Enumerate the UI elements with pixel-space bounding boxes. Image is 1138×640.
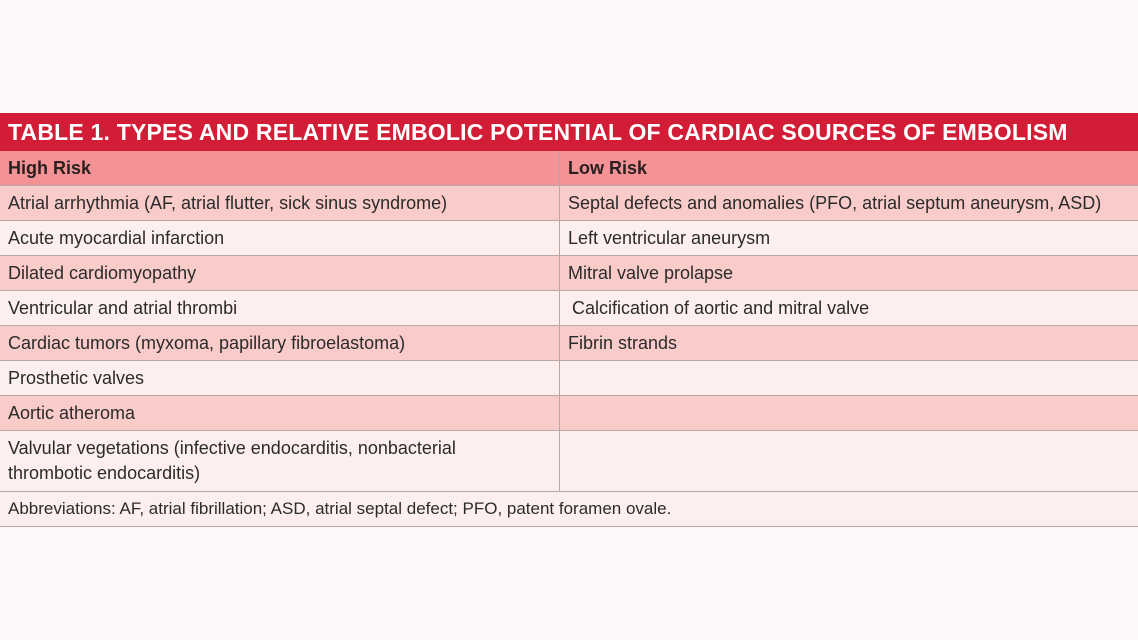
low-risk-cell: Septal defects and anomalies (PFO, atrial septum aneurysm, ASD): [568, 192, 1102, 213]
high-risk-cell: Prosthetic valves: [0, 361, 560, 395]
low-risk-cell: [560, 396, 1138, 430]
low-risk-cell: [560, 431, 1138, 491]
table-row: [0, 326, 1138, 361]
table-row: [0, 256, 1138, 291]
table-row: [0, 291, 1138, 326]
table-row: [0, 431, 1138, 492]
low-risk-cell: Mitral valve prolapse: [568, 262, 734, 283]
high-risk-cell: Aortic atheroma: [0, 396, 560, 430]
low-risk-cell: Fibrin strands: [568, 332, 678, 353]
high-risk-cell: Dilated cardiomyopathy: [0, 256, 560, 290]
table-row: [0, 186, 1138, 221]
low-risk-cell: [560, 361, 1138, 395]
low-risk-cell: Calcification of aortic and mitral valve: [572, 297, 870, 318]
high-risk-cell: Valvular vegetations (infective endocarditis, nonbacterial thrombotic endocarditis): [0, 431, 560, 491]
low-risk-cell: Left ventricular aneurysm: [568, 227, 771, 248]
high-risk-cell: Ventricular and atrial thrombi: [0, 291, 560, 325]
table-header-row: [0, 151, 1138, 186]
embolism-table: [0, 113, 1138, 527]
table-footnote: Abbreviations: AF, atrial fibrillation; ASD, atrial septal defect; PFO, patent foramen ovale.: [0, 492, 1138, 527]
table-row: [0, 396, 1138, 431]
high-risk-cell: Acute myocardial infarction: [0, 221, 560, 255]
table-row: [0, 361, 1138, 396]
table-title: TABLE 1. TYPES AND RELATIVE EMBOLIC POTENTIAL OF CARDIAC SOURCES OF EMBOLISM: [0, 113, 1138, 151]
high-risk-cell: Atrial arrhythmia (AF, atrial flutter, sick sinus syndrome): [0, 186, 560, 220]
header-low-risk: Low Risk: [568, 157, 648, 178]
header-high-risk: High Risk: [0, 151, 560, 185]
high-risk-cell: Cardiac tumors (myxoma, papillary fibroelastoma): [0, 326, 560, 360]
table-row: [0, 221, 1138, 256]
